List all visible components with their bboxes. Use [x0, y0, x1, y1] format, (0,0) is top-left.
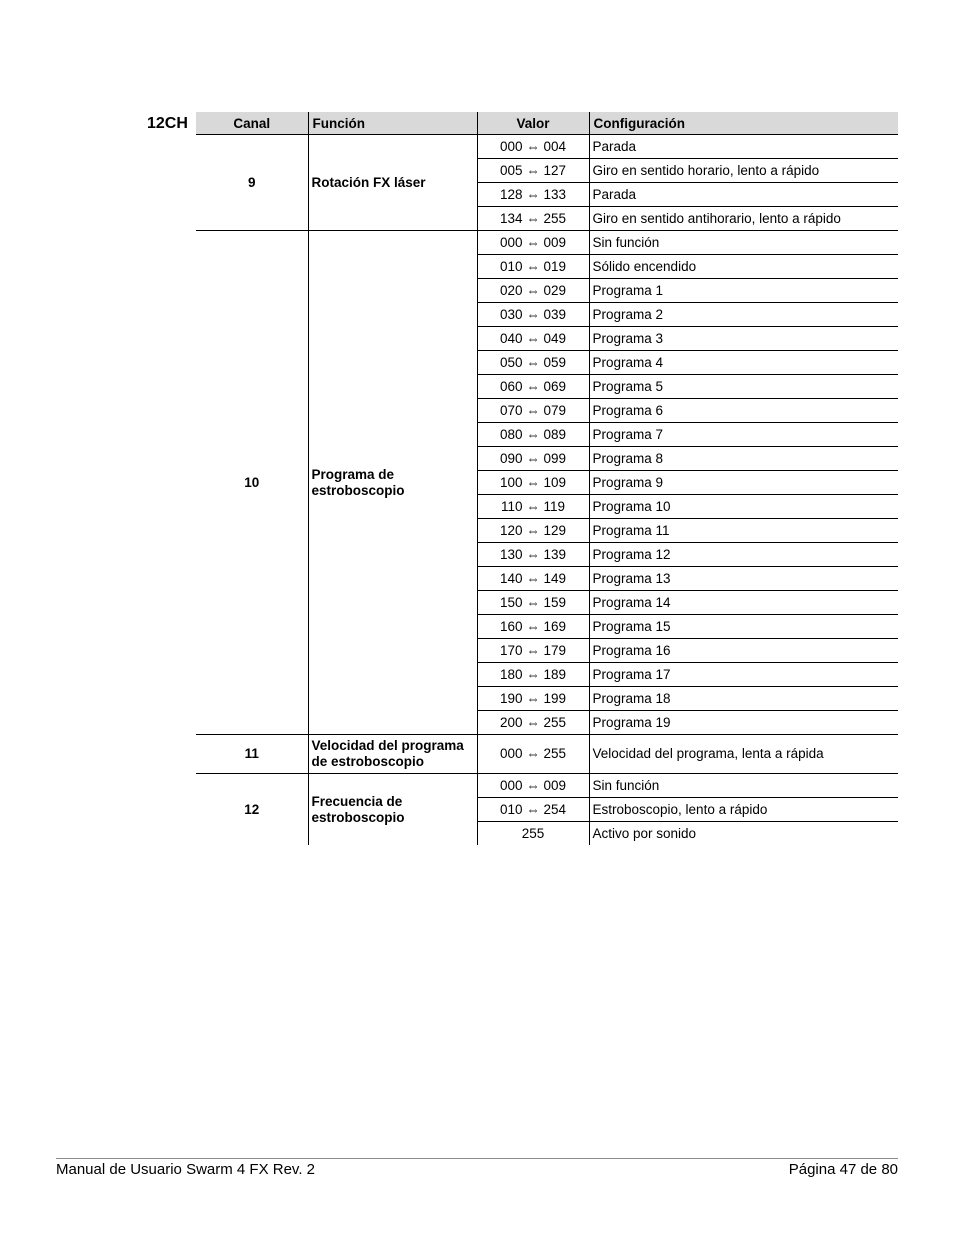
footer-manual-title: Manual de Usuario Swarm 4 FX Rev. 2 — [56, 1161, 315, 1178]
channel-function: Frecuencia de estroboscopio — [308, 774, 477, 846]
value-range: 160 ⇔ 169 — [477, 615, 589, 639]
value-range: 030 ⇔ 039 — [477, 303, 589, 327]
configuration: Programa 13 — [589, 567, 898, 591]
channel-function: Programa de estroboscopio — [308, 231, 477, 735]
configuration: Programa 9 — [589, 471, 898, 495]
value-range: 050 ⇔ 059 — [477, 351, 589, 375]
configuration: Programa 14 — [589, 591, 898, 615]
configuration: Programa 8 — [589, 447, 898, 471]
header-valor: Valor — [477, 112, 589, 135]
value-range: 110 ⇔ 119 — [477, 495, 589, 519]
value-range: 010 ⇔ 019 — [477, 255, 589, 279]
value-range: 150 ⇔ 159 — [477, 591, 589, 615]
configuration: Programa 19 — [589, 711, 898, 735]
configuration: Giro en sentido antihorario, lento a rápido — [589, 207, 898, 231]
value-range: 255 — [477, 822, 589, 846]
value-range: 170 ⇔ 179 — [477, 639, 589, 663]
channel-number: 11 — [196, 735, 308, 774]
channel-number: 9 — [196, 135, 308, 231]
configuration: Estroboscopio, lento a rápido — [589, 798, 898, 822]
value-range: 080 ⇔ 089 — [477, 423, 589, 447]
value-range: 090 ⇔ 099 — [477, 447, 589, 471]
table-row — [196, 231, 898, 255]
configuration: Programa 16 — [589, 639, 898, 663]
configuration: Programa 5 — [589, 375, 898, 399]
value-range: 000 ⇔ 255 — [477, 735, 589, 774]
header-configuracion: Configuración — [589, 112, 898, 135]
value-range: 000 ⇔ 004 — [477, 135, 589, 159]
footer-divider — [56, 1158, 898, 1159]
header-funcion: Función — [308, 112, 477, 135]
configuration: Programa 3 — [589, 327, 898, 351]
channel-number: 10 — [196, 231, 308, 735]
value-range: 200 ⇔ 255 — [477, 711, 589, 735]
configuration: Velocidad del programa, lenta a rápida — [589, 735, 898, 774]
configuration: Programa 6 — [589, 399, 898, 423]
configuration: Programa 17 — [589, 663, 898, 687]
configuration: Programa 2 — [589, 303, 898, 327]
table-header-row — [196, 112, 898, 135]
value-range: 140 ⇔ 149 — [477, 567, 589, 591]
configuration: Programa 7 — [589, 423, 898, 447]
configuration: Programa 1 — [589, 279, 898, 303]
value-range: 020 ⇔ 029 — [477, 279, 589, 303]
dmx-channel-table — [196, 112, 898, 845]
configuration: Parada — [589, 135, 898, 159]
configuration: Programa 12 — [589, 543, 898, 567]
channel-function: Velocidad del programa de estroboscopio — [308, 735, 477, 774]
value-range: 100 ⇔ 109 — [477, 471, 589, 495]
table-row — [196, 135, 898, 159]
configuration: Programa 11 — [589, 519, 898, 543]
value-range: 130 ⇔ 139 — [477, 543, 589, 567]
value-range: 180 ⇔ 189 — [477, 663, 589, 687]
mode-label: 12CH — [147, 115, 188, 132]
configuration: Giro en sentido horario, lento a rápido — [589, 159, 898, 183]
value-range: 010 ⇔ 254 — [477, 798, 589, 822]
value-range: 040 ⇔ 049 — [477, 327, 589, 351]
configuration: Sólido encendido — [589, 255, 898, 279]
channel-number: 12 — [244, 801, 260, 817]
value-range: 005 ⇔ 127 — [477, 159, 589, 183]
channel-function: Rotación FX láser — [308, 135, 477, 231]
table-row — [196, 735, 898, 774]
value-range: 128 ⇔ 133 — [477, 183, 589, 207]
configuration: Programa 15 — [589, 615, 898, 639]
configuration: Activo por sonido — [589, 822, 898, 846]
configuration: Programa 4 — [589, 351, 898, 375]
configuration: Sin función — [589, 231, 898, 255]
footer-page-number: Página 47 de 80 — [788, 1161, 898, 1178]
value-range: 120 ⇔ 129 — [477, 519, 589, 543]
header-canal: Canal — [196, 112, 308, 135]
configuration: Sin función — [589, 774, 898, 798]
value-range: 134 ⇔ 255 — [477, 207, 589, 231]
configuration: Programa 10 — [589, 495, 898, 519]
configuration: Programa 18 — [589, 687, 898, 711]
table-row — [196, 774, 898, 798]
value-range: 070 ⇔ 079 — [477, 399, 589, 423]
value-range: 000 ⇔ 009 — [477, 231, 589, 255]
value-range: 000 ⇔ 009 — [477, 774, 589, 798]
value-range: 190 ⇔ 199 — [477, 687, 589, 711]
configuration: Parada — [589, 183, 898, 207]
table-body — [196, 135, 898, 846]
value-range: 060 ⇔ 069 — [477, 375, 589, 399]
